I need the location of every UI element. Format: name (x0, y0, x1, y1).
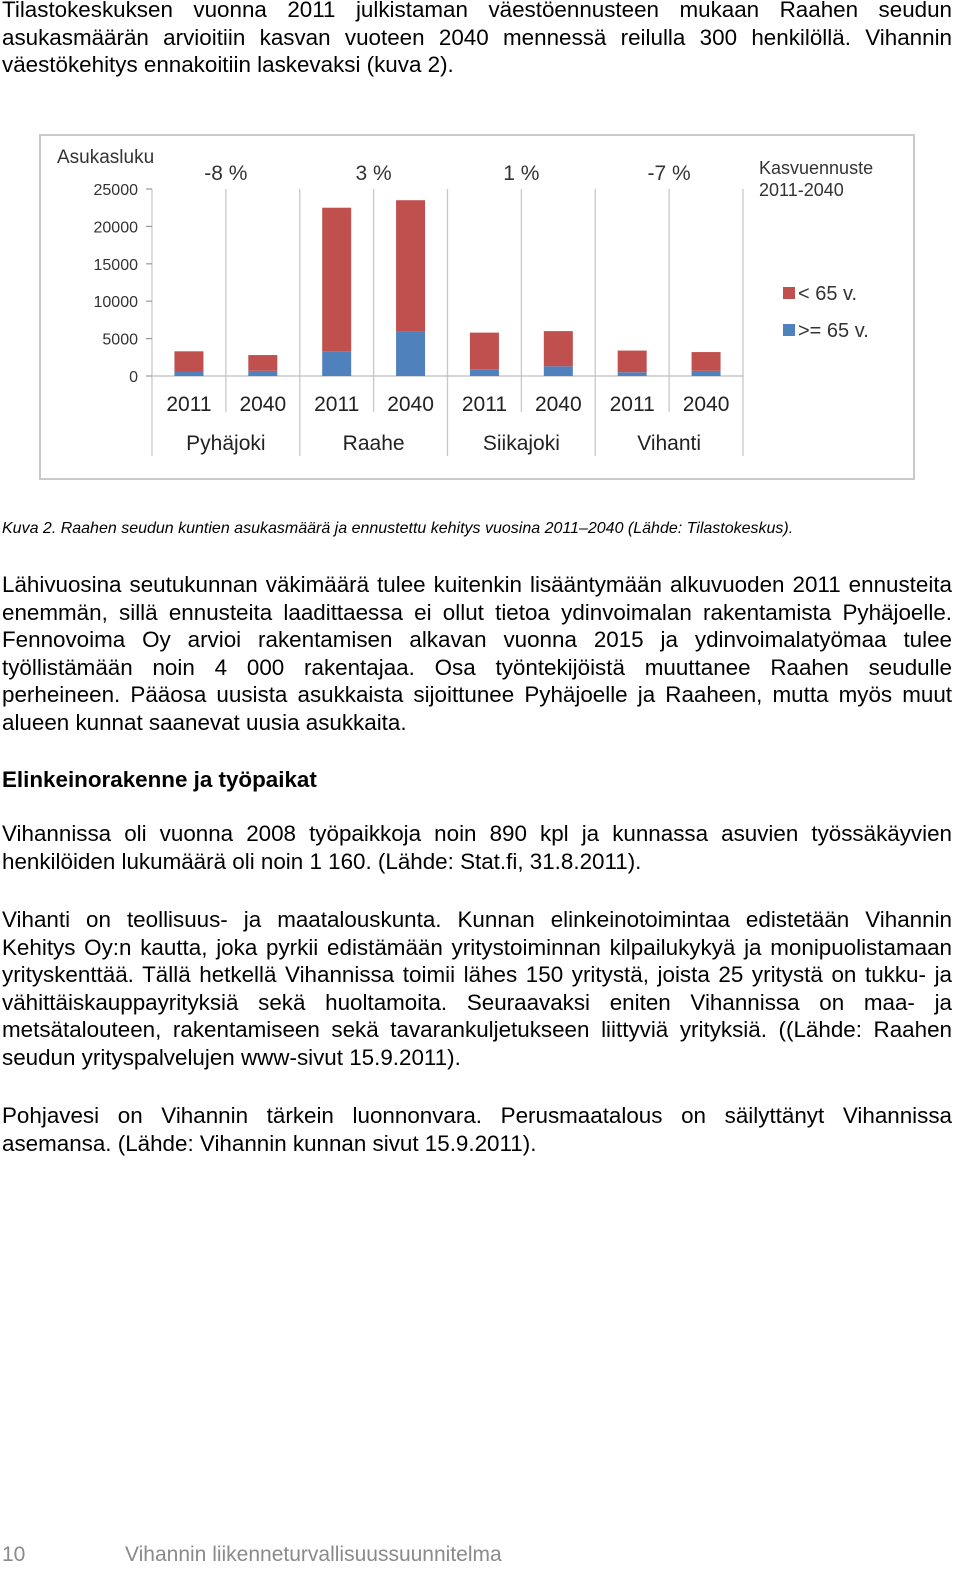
figure-caption: Kuva 2. Raahen seudun kuntien asukasmäärä ja ennustettu kehitys vuosina 2011–2040 (Lähde: Tilastokeskus). (2, 520, 794, 537)
legend-label-65-and-over: >= 65 v. (798, 320, 869, 342)
bar-under-65 (174, 351, 203, 371)
bar-65-and-over (618, 372, 647, 376)
paragraph-population-growth: Lähivuosina seutukunnan väkimäärä tulee kuitenkin lisääntymään alkuvuoden 2011 ennusteita enemmän, sillä ennusteita laadittaessa ei ollut tietoa ydinvoimalan rakentamista Pyhäjoelle. Fennovoima Oy arvioi rakentamisen alkavan vuonna 2015 ja ydinvoimalatyömaa tulee työllistämään noin 4 000 rakentajaa. Osa työntekijöistä muuttanee Raahen seudulle perheineen. Pääosa uusista asukkaista sijoittunee Pyhäjoelle ja Raaheen, mutta myös muut alueen kunnat saanevat uusia asukkaita. (2, 572, 952, 735)
document-title: Vihannin liikenneturvallisuussuunnitelma (125, 1543, 502, 1566)
x-tick-label: 2011 (609, 393, 655, 416)
x-tick-label: 2040 (534, 393, 582, 416)
legend-label-under-65: < 65 v. (798, 283, 858, 305)
y-axis-title: Asukasluku (57, 147, 155, 168)
bar-65-and-over (174, 372, 203, 376)
group-label: Siikajoki (482, 432, 560, 455)
growth-label: -7 % (647, 162, 691, 185)
legend-swatch-65-and-over (783, 324, 795, 336)
bar-under-65 (544, 331, 573, 366)
bar-65-and-over (248, 371, 277, 376)
x-tick-label: 2040 (682, 393, 730, 416)
paragraph-workplaces: Vihannissa oli vuonna 2008 työpaikkoja noin 890 kpl ja kunnassa asuvien työssäkäyvien henkilöiden lukumäärä oli noin 1 160. (Lähde: Stat.fi, 31.8.2011). (2, 821, 952, 874)
x-tick-label: 2011 (461, 393, 508, 416)
bar-65-and-over (322, 351, 351, 376)
bar-under-65 (396, 200, 425, 332)
bar-65-and-over (396, 332, 425, 376)
growth-label: -8 % (204, 162, 248, 185)
growth-title: Kasvuennuste (759, 158, 874, 178)
bar-65-and-over (692, 371, 721, 376)
group-label: Vihanti (637, 432, 702, 455)
y-tick-label: 0 (129, 369, 138, 386)
bar-under-65 (248, 355, 277, 371)
population-chart (39, 134, 915, 480)
paragraph-industry: Vihanti on teollisuus- ja maatalouskunta. Kunnan elinkeinotoimintaa edistetään Vihannin Kehitys Oy:n kautta, joka pyrkii edistämään yritystoiminnan kilpailukykyä ja monipuolistamaan yrityskenttää. Tällä hetkellä Vihannissa toimii lähes 150 yritystä, joista 25 yritystä on tukku- ja vähittäiskauppayrityksiä sekä huoltamoita. Seuraavaksi eniten Vihannissa on maa- ja metsätalouteen, rakentamiseen sekä tavarankuljetukseen liittyviä yrityksiä. ((Lähde: Raahen seudun yrityspalvelujen www-sivut 15.9.2011). (2, 907, 952, 1070)
bar-under-65 (692, 352, 721, 371)
y-tick-label: 20000 (93, 219, 138, 237)
page-number: 10 (2, 1543, 26, 1566)
growth-label: 1 % (503, 162, 540, 185)
y-tick-label: 10000 (93, 294, 138, 312)
bar-65-and-over (544, 366, 573, 376)
bar-under-65 (618, 351, 647, 373)
bar-under-65 (470, 333, 499, 370)
y-tick-label: 15000 (93, 256, 138, 274)
growth-label: 3 % (355, 162, 392, 185)
group-label: Raahe (342, 432, 405, 455)
bar-under-65 (322, 208, 351, 352)
y-tick-label: 5000 (102, 331, 138, 349)
intro-paragraph: Tilastokeskuksen vuonna 2011 julkistaman väestöennusteen mukaan Raahen seudun asukasmäärän arvioitiin kasvan vuoteen 2040 mennessä reilulla 300 henkilöllä. Vihannin väestökehitys ennakoitiin laskevaksi (kuva 2). (2, 0, 952, 78)
x-tick-label: 2040 (239, 393, 287, 416)
population-chart-svg (41, 136, 917, 482)
x-tick-label: 2011 (166, 393, 212, 416)
x-tick-label: 2040 (387, 393, 434, 416)
group-label: Pyhäjoki (186, 432, 266, 455)
section-heading: Elinkeinorakenne ja työpaikat (2, 767, 317, 792)
paragraph-groundwater: Pohjavesi on Vihannin tärkein luonnonvara. Perusmaatalous on säilyttänyt Vihannissa asemansa. (Lähde: Vihannin kunnan sivut 15.9.2011). (2, 1103, 952, 1156)
x-tick-label: 2011 (314, 393, 360, 416)
growth-period: 2011-2040 (759, 180, 844, 200)
legend-swatch-under-65 (783, 287, 795, 299)
bar-65-and-over (470, 369, 499, 376)
y-tick-label: 25000 (93, 182, 138, 199)
